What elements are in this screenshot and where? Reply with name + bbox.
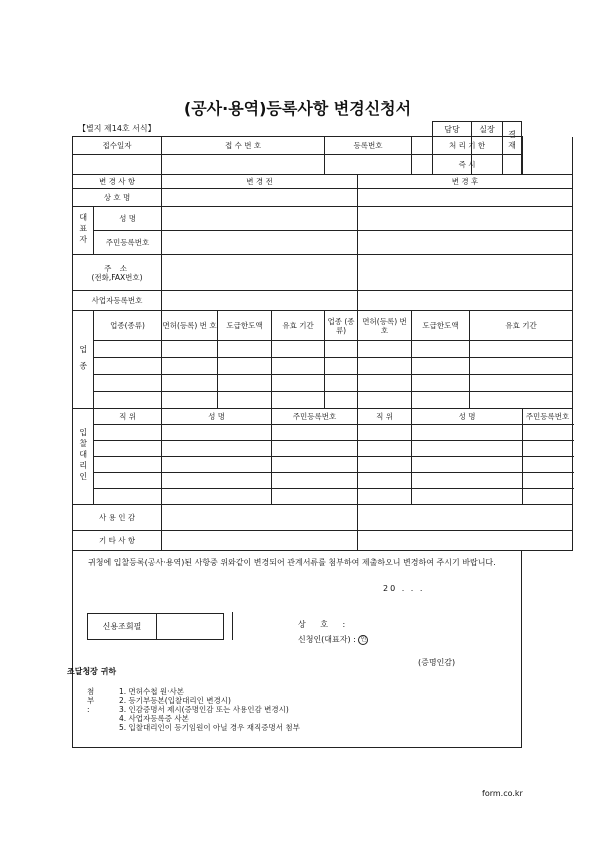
industry-cell[interactable] [358, 392, 412, 409]
industry-cell[interactable] [325, 375, 358, 392]
address-label: 주 소 (전화,FAX번호) [73, 255, 162, 291]
credit-label: 신용조회필 [88, 614, 157, 640]
industry-cell[interactable] [470, 375, 573, 392]
agent-cell[interactable] [412, 441, 523, 457]
credit-check-box [87, 613, 224, 640]
industry-cell[interactable] [272, 358, 325, 375]
shop-label: 상 호 : [298, 620, 352, 629]
industry-cell[interactable] [470, 341, 573, 358]
immediate-label: 즉 시 [412, 155, 523, 175]
seal-before[interactable] [162, 505, 358, 531]
industry-col: 업종 (종류) [325, 311, 358, 341]
rep-id-label: 주민등록번호 [94, 231, 162, 255]
industry-label: 업 종 [73, 311, 94, 409]
industry-cell[interactable] [162, 392, 218, 409]
biz-reg-after[interactable] [358, 291, 573, 311]
industry-cell[interactable] [358, 375, 412, 392]
approval-col2: 실장 [472, 122, 503, 137]
industry-cell[interactable] [94, 392, 162, 409]
page-title: (공사·용역)등록사항 변경신청서 [183, 99, 412, 118]
industry-cell[interactable] [412, 341, 470, 358]
address-after[interactable] [358, 255, 573, 291]
agent-cell[interactable] [412, 425, 523, 441]
industry-cell[interactable] [218, 358, 272, 375]
process-period-label: 처 리 기 한 [412, 137, 523, 155]
reg-no-label: 등록번호 [325, 137, 412, 155]
agent-cell[interactable] [358, 425, 412, 441]
main-form-table [72, 136, 573, 551]
agent-cell[interactable] [358, 457, 412, 473]
rep-name-after[interactable] [358, 207, 573, 231]
industry-cell[interactable] [94, 358, 162, 375]
receipt-no-field[interactable] [162, 155, 325, 175]
industry-cell[interactable] [358, 358, 412, 375]
request-text: 귀청에 입찰등록(공사·용역)된 사항중 위와같이 변경되어 관계서류를 첨부하여 제출하오니 변경하여 주시기 바랍니다. [88, 558, 496, 567]
agent-cell[interactable] [94, 457, 162, 473]
agent-cell[interactable] [272, 441, 358, 457]
industry-cell[interactable] [272, 341, 325, 358]
agent-cell[interactable] [162, 473, 272, 489]
attachment-item: 5. 입찰대리인이 등기임원이 아닐 경우 재직증명서 첨부 [119, 723, 300, 732]
industry-cell[interactable] [162, 341, 218, 358]
industry-cell[interactable] [325, 341, 358, 358]
industry-cell[interactable] [162, 358, 218, 375]
agent-cell[interactable] [523, 425, 573, 441]
reg-no-field[interactable] [325, 155, 412, 175]
industry-cell[interactable] [218, 392, 272, 409]
industry-cell[interactable] [272, 375, 325, 392]
seal-mark: 인 [358, 635, 368, 645]
rep-name-before[interactable] [162, 207, 358, 231]
credit-field[interactable] [157, 614, 224, 640]
agent-cell[interactable] [94, 473, 162, 489]
industry-cell[interactable] [325, 358, 358, 375]
industry-col: 유효 기간 [272, 311, 325, 341]
industry-cell[interactable] [94, 341, 162, 358]
rep-id-after[interactable] [358, 231, 573, 255]
attachment-item: 1. 면허수첩 원·사본 [119, 687, 185, 696]
agent-cell[interactable] [523, 489, 573, 505]
biz-reg-label: 사업자등록번호 [73, 291, 162, 311]
agent-cell[interactable] [412, 457, 523, 473]
biz-reg-before[interactable] [162, 291, 358, 311]
industry-col: 면허(등록) 번 호 [162, 311, 218, 341]
industry-cell[interactable] [218, 375, 272, 392]
etc-before[interactable] [162, 531, 358, 551]
industry-cell[interactable] [412, 358, 470, 375]
industry-col: 도급한도액 [218, 311, 272, 341]
rep-label: 대표자 [73, 207, 94, 255]
cert-seal-label: (증명인감) [418, 658, 456, 667]
attachment-item: 3. 인감증명서 제시(증명인감 또는 사용인감 변경시) [119, 705, 289, 714]
agent-cell[interactable] [162, 425, 272, 441]
agent-cell[interactable] [358, 473, 412, 489]
agent-cell[interactable] [412, 489, 523, 505]
agent-cell[interactable] [358, 489, 412, 505]
request-section [67, 551, 522, 748]
agent-col: 성 명 [412, 409, 523, 425]
approval-space [523, 137, 573, 175]
change-item-label: 변 경 사 항 [73, 175, 162, 189]
agent-cell[interactable] [523, 441, 573, 457]
industry-cell[interactable] [218, 341, 272, 358]
agent-cell[interactable] [272, 489, 358, 505]
industry-col: 업종(종류) [94, 311, 162, 341]
etc-label: 기 타 사 항 [73, 531, 162, 551]
applicant-line [298, 634, 368, 645]
before-label: 변 경 전 [162, 175, 358, 189]
seal-label: 사 용 인 감 [73, 505, 162, 531]
agent-col: 직 위 [94, 409, 162, 425]
industry-col: 유효 기간 [470, 311, 573, 341]
agent-cell[interactable] [272, 425, 358, 441]
approval-col1: 담당 [433, 122, 472, 137]
industry-cell[interactable] [412, 392, 470, 409]
agent-cell[interactable] [162, 457, 272, 473]
trade-name-after[interactable] [358, 189, 573, 207]
attachments-label: 첨부 : [87, 687, 95, 714]
date-field[interactable]: 20 . . . [383, 584, 425, 593]
industry-cell[interactable] [470, 392, 573, 409]
industry-cell[interactable] [358, 341, 412, 358]
receipt-date-label: 접수일자 [73, 137, 162, 155]
industry-cell[interactable] [272, 392, 325, 409]
agent-cell[interactable] [272, 473, 358, 489]
industry-cell[interactable] [325, 392, 358, 409]
industry-cell[interactable] [94, 375, 162, 392]
agent-cell[interactable] [358, 441, 412, 457]
to-address: 조달청장 귀하 [67, 667, 117, 676]
agent-cell[interactable] [94, 441, 162, 457]
industry-col: 도급한도액 [412, 311, 470, 341]
industry-col: 면허(등록) 번 호 [358, 311, 412, 341]
industry-cell[interactable] [412, 375, 470, 392]
footer-source: form.co.kr [482, 789, 523, 798]
seal-after[interactable] [358, 505, 573, 531]
applicant-label: 신청인(대표자) : [298, 635, 356, 644]
rep-name-label: 성 명 [94, 207, 162, 231]
rep-id-before[interactable] [162, 231, 358, 255]
industry-cell[interactable] [162, 375, 218, 392]
attachment-item: 2. 등기부등본(입찰대리인 변경시) [119, 696, 231, 705]
form-number: 【별지 제14호 서식】 [78, 124, 156, 133]
agent-cell[interactable] [272, 457, 358, 473]
agent-cell[interactable] [412, 473, 523, 489]
agent-cell[interactable] [94, 425, 162, 441]
agent-col: 성 명 [162, 409, 272, 425]
receipt-date-field[interactable] [73, 155, 162, 175]
agent-col: 주민등록번호 [523, 409, 573, 425]
approval-side: 결재 [503, 122, 522, 175]
attachment-item: 4. 사업자등록증 사본 [119, 714, 189, 723]
agent-cell[interactable] [94, 489, 162, 505]
trade-name-before[interactable] [162, 189, 358, 207]
agent-col: 주민등록번호 [272, 409, 358, 425]
trade-name-label: 상 호 명 [73, 189, 162, 207]
agent-cell[interactable] [523, 457, 573, 473]
divider [232, 612, 233, 640]
agent-cell[interactable] [162, 489, 272, 505]
agent-cell[interactable] [523, 473, 573, 489]
receipt-no-label: 접 수 번 호 [162, 137, 325, 155]
address-before[interactable] [162, 255, 358, 291]
agent-cell[interactable] [162, 441, 272, 457]
etc-after[interactable] [358, 531, 573, 551]
agent-label: 입찰대리인 [73, 409, 94, 505]
after-label: 변 경 후 [358, 175, 573, 189]
agent-col: 직 위 [358, 409, 412, 425]
industry-cell[interactable] [470, 358, 573, 375]
